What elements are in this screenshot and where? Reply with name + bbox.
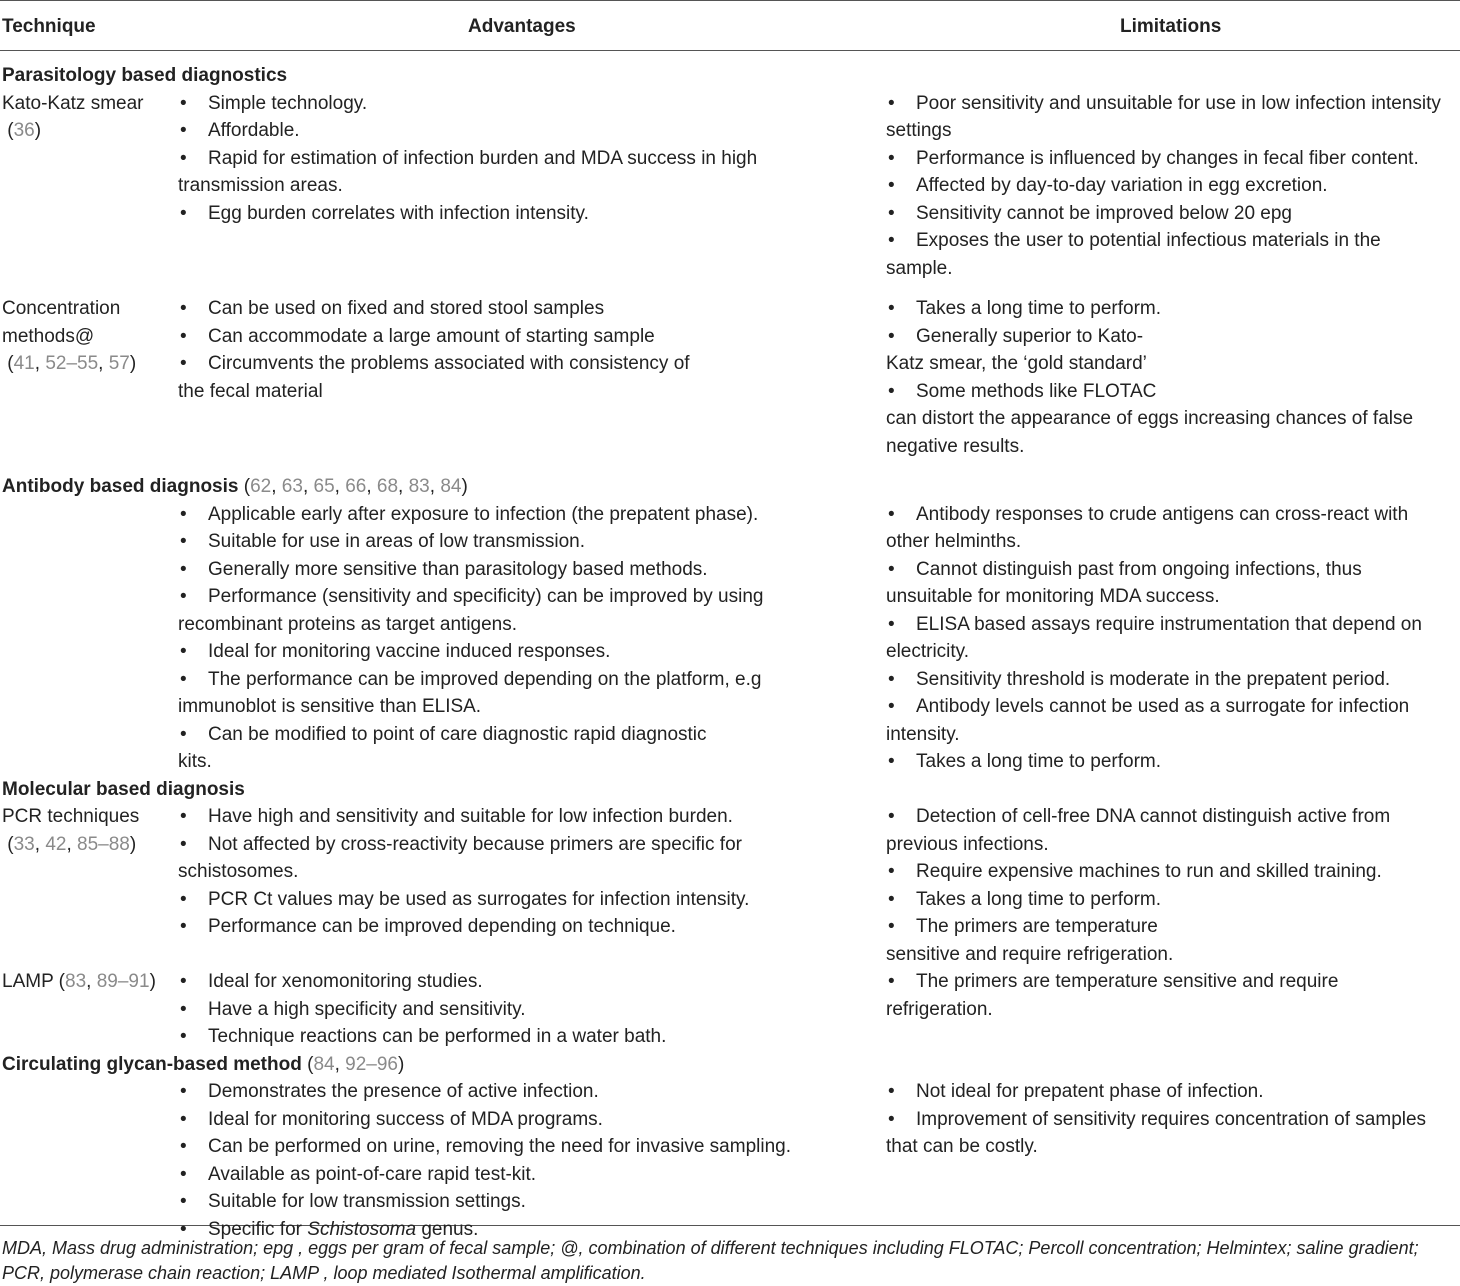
limitations-cell (886, 90, 1458, 283)
row-lamp (0, 968, 1460, 1051)
list-item: • Affordable. (180, 120, 300, 141)
list-item: • Some methods like FLOTAC (888, 380, 1157, 402)
list-item: • Have high and sensitivity and suitable for low infection burden. (180, 806, 733, 827)
technique-cell (0, 295, 176, 460)
ref-link[interactable]: 52–55 (45, 353, 99, 374)
ref-link[interactable]: 42 (45, 833, 67, 855)
ref-link[interactable]: 92–96 (345, 1053, 398, 1075)
list-item: • The performance can be improved depending on the platform, e.g (180, 668, 762, 690)
list-item: • Egg burden correlates with infection intensity. (180, 202, 589, 224)
technique-cell (0, 968, 176, 1051)
table-footnote: MDA, Mass drug administration; epg , eggs per gram of fecal sample; @, combination of different techniques including FLOTAC; Percoll concentration; Helmintex; saline gradient; PCR, polymerase chain reaction; LAMP , loop mediated Isothermal amplification. (2, 1238, 1419, 1283)
list-item: • Sensitivity threshold is moderate in the prepatent period. (888, 668, 1391, 690)
technique-name: PCR techniques (2, 806, 140, 827)
list-item: • Available as point-of-care rapid test-kit. (180, 1163, 537, 1185)
list-item-continuation: negative results. (886, 435, 1025, 457)
ref-link[interactable]: 33 (13, 833, 35, 855)
list-item: • Require expensive machines to run and skilled training. (888, 861, 1382, 882)
list-item: • Performance is influenced by changes in fecal fiber content. (888, 147, 1419, 169)
list-item-continuation: previous infections. (886, 833, 1049, 855)
list-item: • Can be performed on urine, removing the need for invasive sampling. (180, 1136, 791, 1157)
ref-link[interactable]: 62 (250, 476, 272, 497)
limitations-cell (886, 295, 1458, 460)
section-antibody (0, 473, 1460, 501)
header-technique: Technique (2, 16, 96, 37)
list-item: • Suitable for use in areas of low transmission. (180, 531, 586, 552)
list-item: • Simple technology. (180, 92, 368, 114)
ref-link[interactable]: 83 (65, 971, 87, 992)
list-item-continuation: sensitive and require refrigeration. (886, 943, 1174, 965)
advantages-cell (176, 90, 886, 283)
section-title: Parasitology based diagnostics (2, 65, 288, 86)
technique-name-line2: methods@ (2, 325, 95, 347)
ref-link[interactable]: 36 (13, 120, 35, 141)
list-item: • Antibody levels cannot be used as a surrogate for infection (888, 696, 1410, 717)
list-item: • Poor sensitivity and unsuitable for use in low infection intensity (888, 92, 1441, 114)
row-kato-katz (0, 90, 1460, 283)
list-item: • Ideal for monitoring vaccine induced responses. (180, 641, 611, 662)
header-limitations: Limitations (1120, 16, 1222, 37)
list-item: • Can accommodate a large amount of starting sample (180, 325, 655, 347)
list-item-continuation: Katz smear, the ‘gold standard’ (886, 353, 1147, 374)
list-item-continuation: that can be costly. (886, 1136, 1038, 1157)
section-glycan (0, 1051, 1460, 1079)
list-item: • Demonstrates the presence of active infection. (180, 1081, 599, 1102)
list-item-continuation: other helminths. (886, 531, 1022, 552)
technique-cell (0, 90, 176, 283)
list-item-continuation: electricity. (886, 641, 970, 662)
technique-name: Kato-Katz smear (2, 92, 144, 114)
list-item: • Performance (sensitivity and specificity) can be improved by using (180, 586, 764, 607)
ref-link[interactable]: 84 (440, 476, 462, 497)
row-concentration-methods (0, 295, 1460, 460)
technique-name: Concentration (2, 298, 121, 319)
technique-name-with-refs: LAMP (83, 89–91) (2, 971, 156, 992)
list-item: • Specific for Schistosoma genus. (180, 1218, 479, 1240)
row-pcr (0, 803, 1460, 968)
limitations-cell (886, 803, 1458, 968)
advantages-cell (176, 501, 886, 776)
list-item: • Circumvents the problems associated with consistency of (180, 353, 690, 374)
list-item: • Takes a long time to perform. (888, 888, 1161, 910)
list-item: • Ideal for monitoring success of MDA programs. (180, 1108, 603, 1130)
section-refs: (84, 92–96) (307, 1053, 405, 1075)
section-refs: (62, 63, 65, 66, 68, 83, 84) (243, 476, 468, 497)
ref-link[interactable]: 57 (108, 353, 130, 374)
technique-refs: (33, 42, 85–88) (2, 833, 137, 855)
technique-cell (0, 1078, 176, 1243)
section-title: Antibody based diagnosis (2, 476, 239, 497)
ref-link[interactable]: 65 (313, 476, 335, 497)
top-rule (0, 0, 1460, 1)
ref-link[interactable]: 83 (408, 476, 430, 497)
list-item-continuation: transmission areas. (178, 175, 343, 196)
advantages-cell (176, 295, 886, 460)
list-item: • ELISA based assays require instrumentation that depend on (888, 613, 1422, 635)
list-item: • Generally superior to Kato- (888, 325, 1144, 347)
section-parasitology (0, 62, 1460, 90)
list-item: • Antibody responses to crude antigens can cross-react with (888, 503, 1409, 525)
list-item: • Cannot distinguish past from ongoing infections, thus (888, 558, 1362, 580)
list-item: • Technique reactions can be performed in a water bath. (180, 1026, 667, 1047)
list-item-continuation: refrigeration. (886, 998, 993, 1020)
ref-link[interactable]: 85–88 (77, 833, 130, 855)
header-advantages: Advantages (468, 16, 576, 37)
ref-link[interactable]: 41 (13, 353, 35, 374)
advantages-cell (176, 968, 886, 1051)
list-item: • Exposes the user to potential infectious materials in the (888, 230, 1381, 251)
ref-link[interactable]: 68 (376, 476, 399, 497)
list-item: • Have a high specificity and sensitivity. (180, 998, 526, 1020)
list-item-continuation: kits. (178, 751, 212, 772)
list-item: • Applicable early after exposure to infection (the prepatent phase). (180, 503, 759, 525)
list-item-continuation: can distort the appearance of eggs increasing chances of false (886, 408, 1414, 429)
advantages-cell (176, 1078, 886, 1243)
list-item: • Detection of cell-free DNA cannot distinguish active from (888, 806, 1391, 827)
list-item: • Generally more sensitive than parasitology based methods. (180, 558, 708, 580)
technique-refs: (36) (2, 120, 42, 141)
list-item-continuation: schistosomes. (178, 861, 299, 882)
limitations-cell (886, 501, 1458, 776)
list-item: • Can be used on fixed and stored stool samples (180, 298, 605, 319)
section-title: Circulating glycan-based method (2, 1053, 302, 1075)
list-item-continuation: recombinant proteins as target antigens. (178, 613, 518, 635)
list-item: • PCR Ct values may be used as surrogates for infection intensity. (180, 888, 750, 910)
list-item-continuation: sample. (886, 257, 953, 279)
ref-link[interactable]: 84 (313, 1053, 335, 1075)
ref-link[interactable]: 89–91 (96, 971, 150, 992)
list-item: • Performance can be improved depending on technique. (180, 916, 676, 937)
row-antibody (0, 501, 1460, 776)
header-rule (0, 50, 1460, 51)
technique-cell (0, 501, 176, 776)
list-item: • Can be modified to point of care diagnostic rapid diagnostic (180, 723, 707, 745)
list-item: • Affected by day-to-day variation in egg excretion. (888, 175, 1328, 196)
list-item-continuation: the fecal material (178, 380, 323, 402)
list-item: • Not ideal for prepatent phase of infection. (888, 1081, 1264, 1102)
list-item: • Suitable for low transmission settings. (180, 1191, 526, 1212)
section-molecular (0, 776, 1460, 804)
list-item: • The primers are temperature (888, 916, 1158, 937)
list-item: • Not affected by cross-reactivity because primers are specific for (180, 833, 742, 855)
list-item-continuation: settings (886, 120, 952, 141)
limitations-cell (886, 1078, 1458, 1243)
technique-refs: (41, 52–55, 57) (2, 353, 137, 374)
list-item: • Ideal for xenomonitoring studies. (180, 971, 483, 992)
list-item: • The primers are temperature sensitive and require (888, 971, 1339, 992)
list-item: • Sensitivity cannot be improved below 20 epg (888, 202, 1293, 224)
list-item: • Takes a long time to perform. (888, 751, 1161, 772)
ref-link[interactable]: 66 (345, 476, 367, 497)
list-item-continuation: intensity. (886, 723, 960, 745)
advantages-cell (176, 803, 886, 968)
section-title: Molecular based diagnosis (2, 778, 245, 800)
list-item-continuation: immunoblot is sensitive than ELISA. (178, 696, 482, 717)
limitations-cell (886, 968, 1458, 1051)
table-body (0, 62, 1460, 1243)
list-item-continuation: unsuitable for monitoring MDA success. (886, 586, 1220, 607)
technique-cell (0, 803, 176, 968)
ref-link[interactable]: 63 (281, 476, 303, 497)
list-item: • Improvement of sensitivity requires concentration of samples (888, 1108, 1427, 1130)
row-glycan (0, 1078, 1460, 1243)
list-item: • Rapid for estimation of infection burden and MDA success in high (180, 147, 758, 169)
list-item: • Takes a long time to perform. (888, 298, 1161, 319)
